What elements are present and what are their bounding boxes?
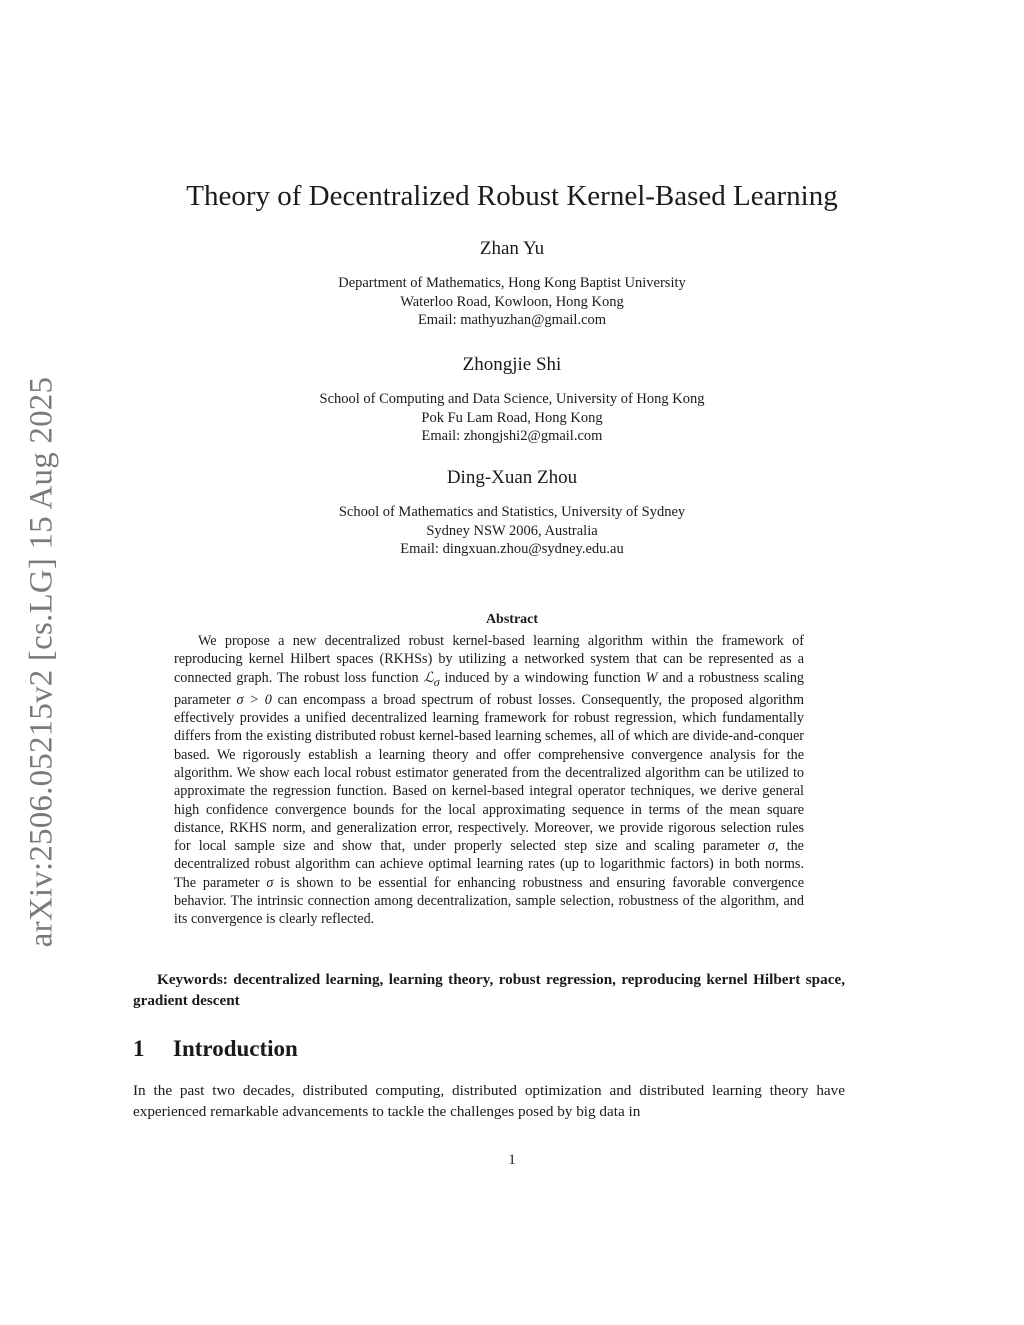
author-email[interactable]: Email: zhongjshi2@gmail.com xyxy=(421,428,603,444)
keywords: Keywords: decentralized learning, learning theory, robust regression, reproducing kernel Hilbert space, gradient descent xyxy=(133,971,845,1009)
abstract-text-part: induced by a windowing function xyxy=(439,669,646,686)
loss-function-symbol: ℒ$_\sigma$ xyxy=(423,669,440,689)
abstract-text xyxy=(174,632,804,929)
introduction-text: In the past two decades, distributed computing, distributed optimization and distributed learning theory have experienced remarkable advancements to tackle the challenges posed by big data in xyxy=(133,1082,845,1120)
author-affiliation: School of Computing and Data Science, University of Hong Kong xyxy=(319,391,705,407)
author-block-3 xyxy=(0,467,1024,559)
sigma-symbol: σ xyxy=(266,874,274,891)
author-address: Sydney NSW 2006, Australia xyxy=(426,522,598,539)
author-address: Pok Fu Lam Road, Hong Kong xyxy=(421,409,603,426)
abstract-text-part: and a robustness scaling parameter xyxy=(174,669,805,708)
author-address: Waterloo Road, Kowloon, Hong Kong xyxy=(400,293,624,310)
author-block-1 xyxy=(0,238,1024,330)
author-affiliation: School of Mathematics and Statistics, University of Sydney xyxy=(338,504,686,520)
page-number: 1 xyxy=(508,1152,516,1168)
arxiv-identifier[interactable]: arXiv:2506.05215v2 [cs.LG] 15 Aug 2025 xyxy=(23,376,60,948)
abstract-text-part: , the decentralized robust algorithm can achieve optimal learning rates (up to logarithmic factors) in both norms. The parameter xyxy=(174,838,804,891)
section-title: Introduction xyxy=(173,1036,298,1061)
author-email[interactable]: Email: mathyuzhan@gmail.com xyxy=(417,312,607,328)
sigma-condition: σ > 0 xyxy=(236,691,272,708)
author-name: Zhongjie Shi xyxy=(462,354,562,375)
abstract-text-part: can encompass a broad spectrum of robust losses. Consequently, the proposed algorithm effectively provides a unified decentralized learning framework for robust regression, which fundamentally differs from the existing distributed robust kernel-based learning schemes, all of which are divide-and-conquer based. We rigorously establish a learning theory and offer comprehensive convergence analysis for the algorithm. We show each local robust estimator generated from the decentralized algorithm can be utilized to approximate the regression function. Based on kernel-based integral operator techniques, we derive general high confidence convergence bounds for the local approximating sequence in terms of the mean square distance, RKHS norm, and generalization error, respectively. Moreover, we provide rigorous selection rules for local sample size and show that, under properly selected step size and scaling parameter xyxy=(174,691,804,855)
section-heading xyxy=(133,1036,298,1062)
author-email[interactable]: Email: dingxuan.zhou@sydney.edu.au xyxy=(400,541,624,557)
section-number: 1 xyxy=(133,1036,145,1061)
sigma-symbol: σ xyxy=(767,838,775,855)
author-name: Zhan Yu xyxy=(479,238,545,259)
author-affiliation: Department of Mathematics, Hong Kong Baptist University xyxy=(338,275,686,291)
author-block-2 xyxy=(0,354,1024,446)
abstract-text-part: is shown to be essential for enhancing robustness and ensuring favorable convergence behavior. The intrinsic connection among decentralization, sample selection, robustness of the algorithm, and its convergence is clearly reflected. xyxy=(174,874,804,928)
author-name: Ding-Xuan Zhou xyxy=(446,467,578,488)
abstract-text-part: We propose a new decentralized robust kernel-based learning algorithm within the framework of reproducing kernel Hilbert spaces (RKHSs) by utilizing a networked system that can be represented as a connected graph. The robust loss function xyxy=(174,633,804,686)
abstract-heading: Abstract xyxy=(485,612,539,627)
paper-title: Theory of Decentralized Robust Kernel-Based Learning xyxy=(186,180,838,212)
window-function-symbol: W xyxy=(645,669,658,686)
